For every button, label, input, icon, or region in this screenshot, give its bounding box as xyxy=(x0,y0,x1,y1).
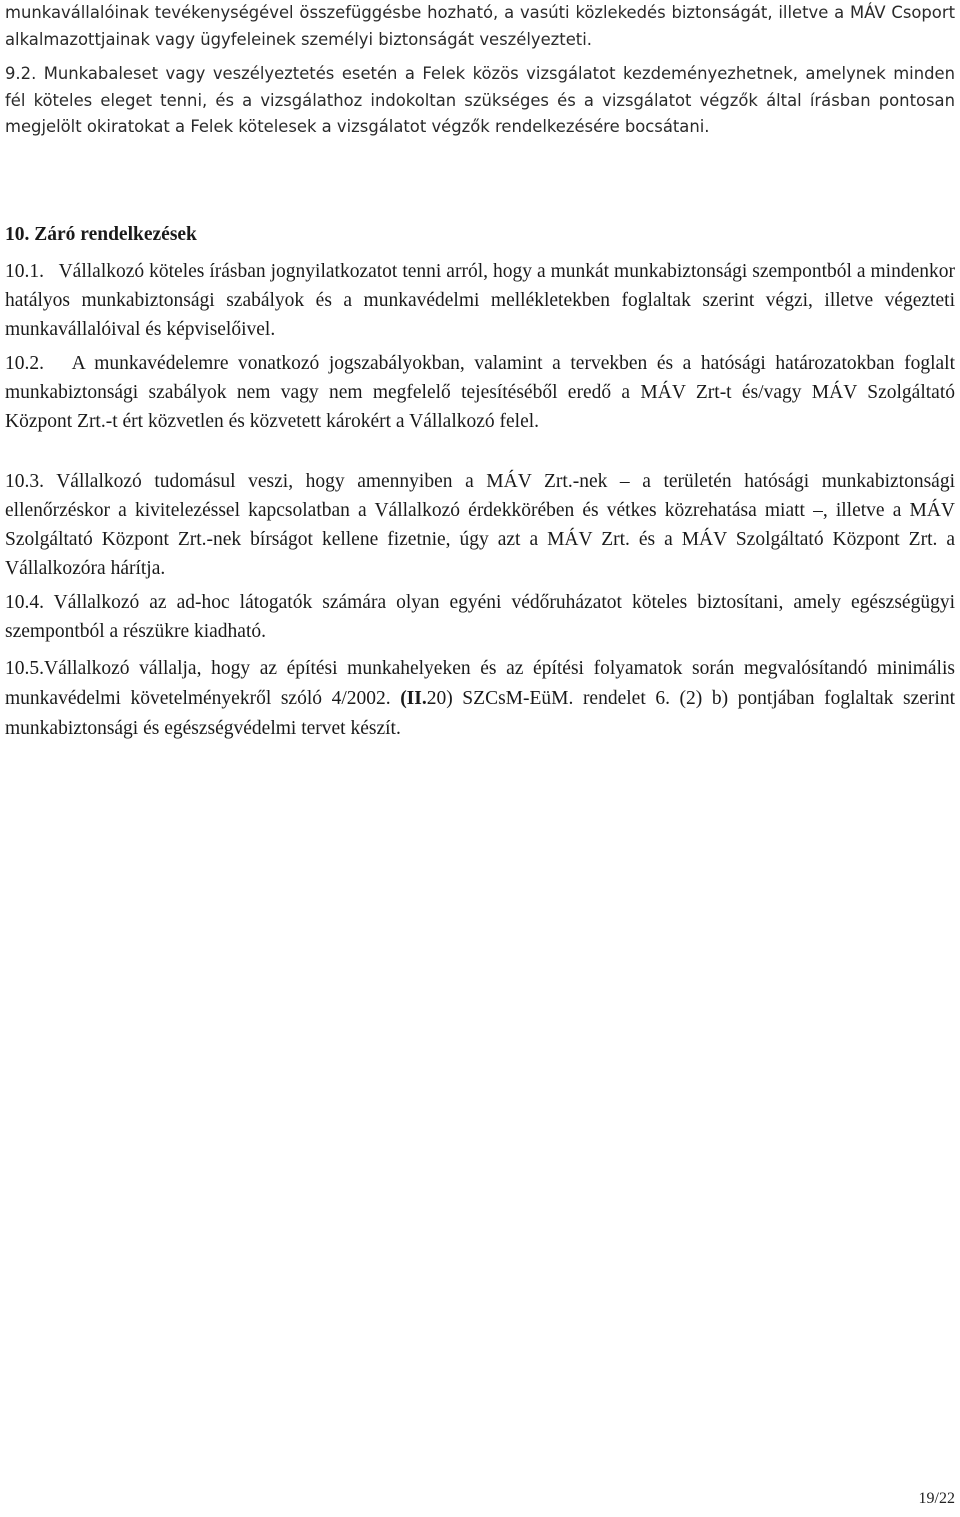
paragraph-10-3-number: 10.3. xyxy=(5,471,44,492)
paragraph-10-5-text-bold: (II. xyxy=(400,688,427,709)
paragraph-10-4-text: Vállalkozó az ad-hoc látogatók számára olyan egyéni védőruházatot köteles biztosítani, amely egészségügyi szempontból a részükre kiadható. xyxy=(5,592,955,642)
paragraph-intro-text: munkavállalóinak tevékenységével összefüggésbe hozható, a vasúti közlekedés biztonságát, illetve a MÁV Csoport alkalmazottjainak vagy ügyfeleinek személyi biztonságát veszélyezteti. xyxy=(5,3,955,49)
paragraph-10-1-text: Vállalkozó köteles írásban jognyilatkozatot tenni arról, hogy a munkát munkabiztonsági szempontból a mindenkor hatályos munkabiztonsági szabályok és a munkavédelmi mellékletekben foglaltak szerint végzi, illetve végezteti munkavállalóival és képviselőivel. xyxy=(5,261,955,340)
paragraph-10-5 xyxy=(5,654,955,744)
paragraph-10-2-text: A munkavédelemre vonatkozó jogszabályokban, valamint a tervekben és a hatósági határozatokban foglalt munkabiztonsági szabályok nem vagy nem megfelelő tejesítéséből eredő a MÁV Zrt-t és/vagy MÁV Szolgáltató Központ Zrt.-t ért közvetlen és közvetett károkért a Vállalkozó felel. xyxy=(5,353,955,432)
paragraph-10-5-text-after: 20) SZCsM-EüM. rendelet 6. (2) b) pontjában foglaltak szerint munkabiztonsági és egészségvédelmi tervet készít. xyxy=(5,688,955,739)
section-heading-10 xyxy=(5,220,197,249)
paragraph-10-4-number: 10.4. xyxy=(5,592,44,613)
paragraph-intro xyxy=(5,0,955,53)
paragraph-9-2-text: Munkabaleset vagy veszélyeztetés esetén a Felek közös vizsgálatot kezdeményezhetnek, amelynek minden fél köteles eleget tenni, és a vizsgálathoz indokoltan szükséges és a vizsgálatot végzők által írásban pontosan megjelölt okiratokat a Felek kötelesek a vizsgálatot végzők rendelkezésére bocsátani. xyxy=(5,64,955,136)
section-10-number: 10. xyxy=(5,224,30,245)
paragraph-10-5-number: 10.5. xyxy=(5,658,44,679)
paragraph-10-4 xyxy=(5,588,955,646)
paragraph-10-2-number: 10.2. xyxy=(5,353,44,374)
paragraph-10-1 xyxy=(5,257,955,344)
paragraph-9-2-number: 9.2. xyxy=(5,64,37,83)
section-10-title: Záró rendelkezések xyxy=(34,224,197,245)
paragraph-10-5-text-before: Vállalkozó vállalja, hogy az építési munkahelyeken és az építési folyamatok során megvalósítandó minimális munkavédelmi követelményekről szóló 4/2002. xyxy=(5,658,955,709)
paragraph-10-3-text: Vállalkozó tudomásul veszi, hogy amennyiben a MÁV Zrt.-nek – a területén hatósági munkabiztonsági ellenőrzéskor a kivitelezéssel kapcsolatban a Vállalkozó érdekkörében és vétkes közrehatása miatt –, illetve a MÁV Szolgáltató Központ Zrt.-nek bírságot kellene fizetnie, úgy azt a MÁV Zrt. és a MÁV Szolgáltató Központ Zrt. a Vállalkozóra hárítja. xyxy=(5,471,955,579)
paragraph-10-2 xyxy=(5,349,955,436)
paragraph-10-1-number: 10.1. xyxy=(5,261,44,282)
page-number: 19/22 xyxy=(918,1490,955,1507)
paragraph-9-2 xyxy=(5,61,955,141)
paragraph-10-3 xyxy=(5,467,955,583)
